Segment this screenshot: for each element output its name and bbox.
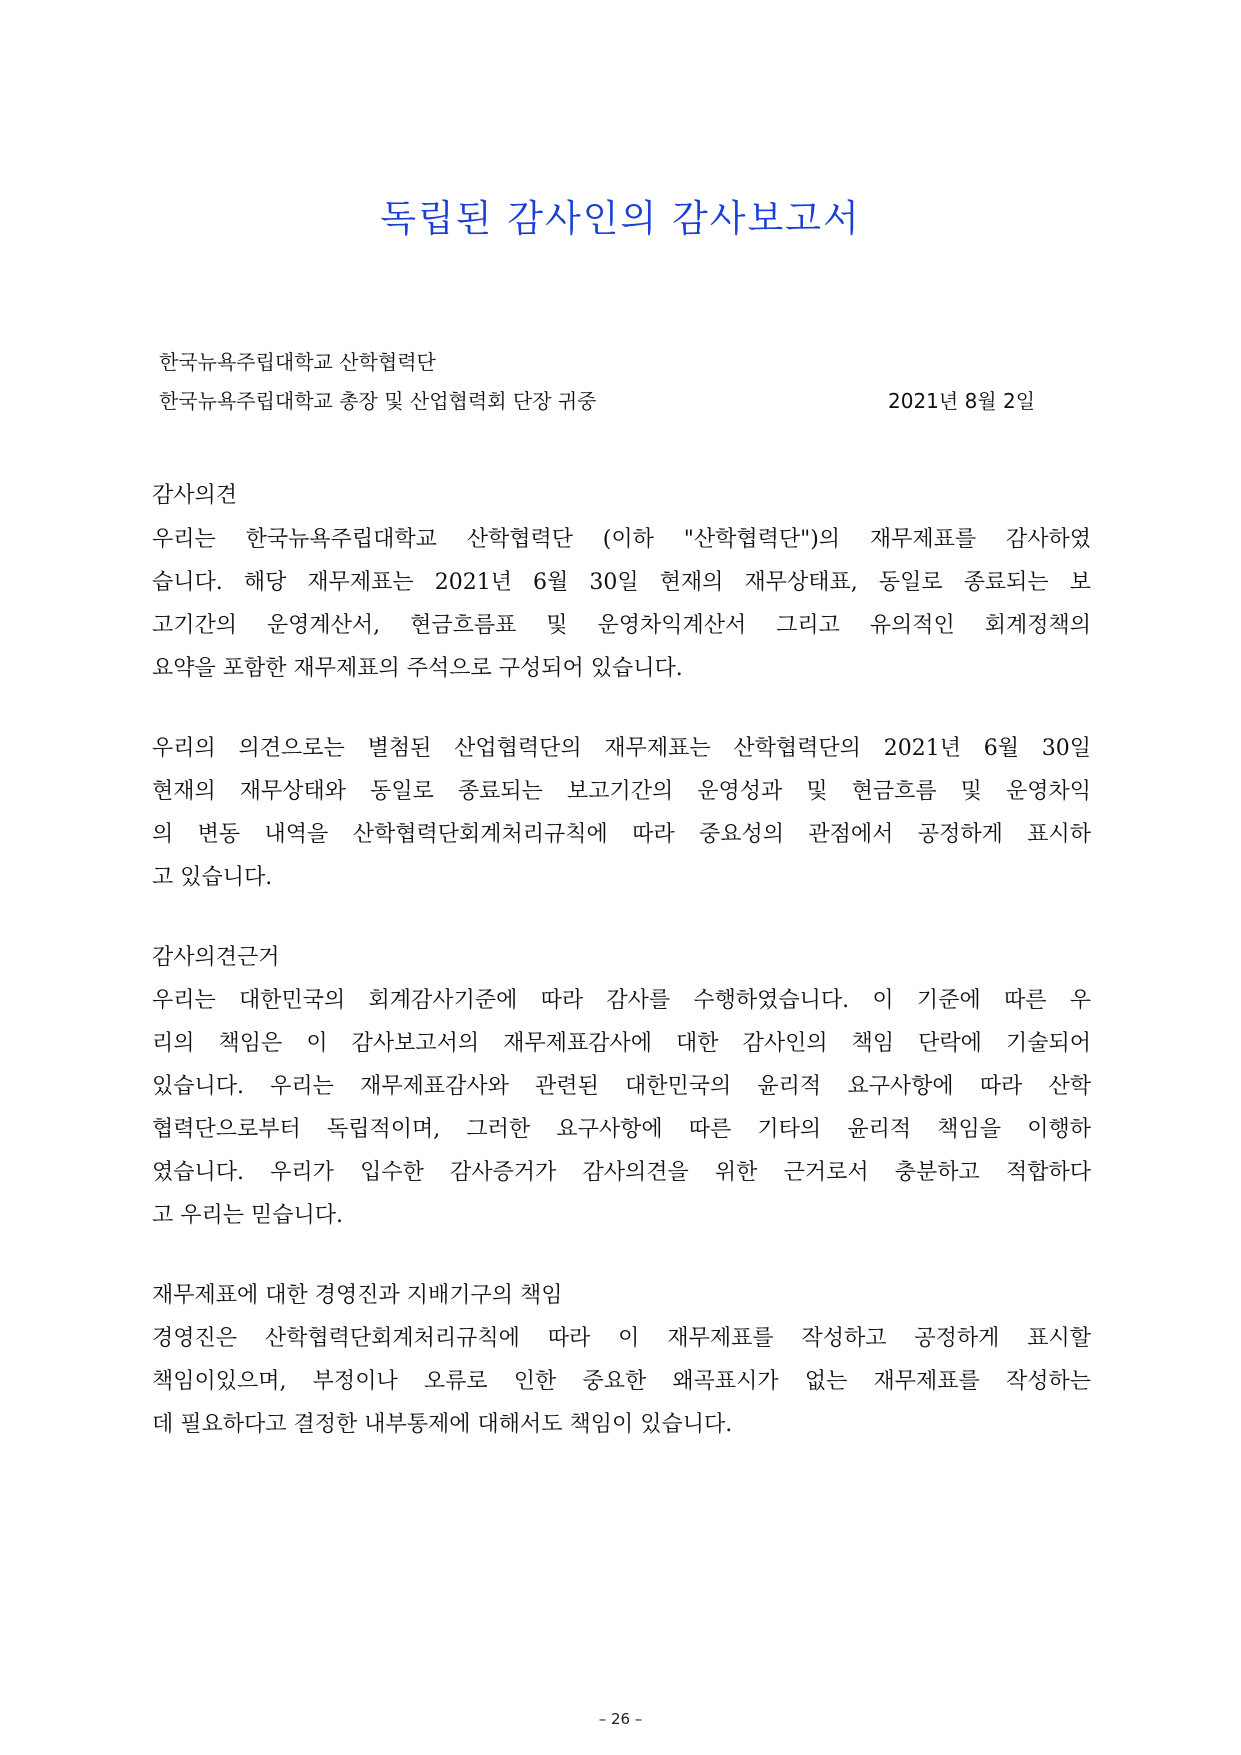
body-line: 우리는 대한민국의 회계감사기준에 따라 감사를 수행하였습니다. 이 기준에 따른 우: [152, 988, 1091, 1013]
report-date: 2021년 8월 2일: [888, 389, 1036, 413]
addressee-line-2: 한국뉴욕주립대학교 총장 및 산업협력회 단장 귀중: [159, 389, 597, 413]
section-heading-management-responsibility: 재무제표에 대한 경영진과 지배기구의 책임: [152, 1283, 563, 1308]
body-line: 우리의 의견으로는 별첨된 산업협력단의 재무제표는 산학협력단의 2021년 6월 30일: [152, 736, 1091, 761]
body-line: 고기간의 운영계산서, 현금흐름표 및 운영차익계산서 그리고 유의적인 회계정책의: [152, 613, 1091, 638]
page-number: – 26 –: [598, 1710, 643, 1728]
body-line: 리의 책임은 이 감사보고서의 재무제표감사에 대한 감사인의 책임 단락에 기술되어: [152, 1031, 1091, 1056]
body-line: 우리는 한국뉴욕주립대학교 산학협력단 (이하 "산학협력단")의 재무제표를 감사하였: [152, 527, 1091, 552]
body-line: 데 필요하다고 결정한 내부통제에 대해서도 책임이 있습니다.: [152, 1412, 733, 1437]
body-line: 고 있습니다.: [152, 865, 273, 890]
report-title: 독립된 감사인의 감사보고서: [380, 197, 861, 240]
body-line: 책임이있으며, 부정이나 오류로 인한 중요한 왜곡표시가 없는 재무제표를 작성하는: [152, 1369, 1091, 1394]
body-line: 경영진은 산학협력단회계처리규칙에 따라 이 재무제표를 작성하고 공정하게 표시할: [152, 1326, 1091, 1351]
body-line: 요약을 포함한 재무제표의 주석으로 구성되어 있습니다.: [152, 656, 683, 681]
body-line: 있습니다. 우리는 재무제표감사와 관련된 대한민국의 윤리적 요구사항에 따라 산학: [152, 1074, 1091, 1099]
body-line: 습니다. 해당 재무제표는 2021년 6월 30일 현재의 재무상태표, 동일로 종료되는 보: [152, 570, 1091, 595]
body-line: 였습니다. 우리가 입수한 감사증거가 감사의견을 위한 근거로서 충분하고 적합하다: [152, 1160, 1091, 1185]
addressee-line-1: 한국뉴욕주립대학교 산학협력단: [159, 350, 436, 374]
body-line: 의 변동 내역을 산학협력단회계처리규칙에 따라 중요성의 관점에서 공정하게 표시하: [152, 822, 1091, 847]
body-line: 협력단으로부터 독립적이며, 그러한 요구사항에 따른 기타의 윤리적 책임을 이행하: [152, 1117, 1091, 1142]
section-heading-audit-opinion: 감사의견: [152, 483, 238, 508]
body-line: 고 우리는 믿습니다.: [152, 1203, 343, 1228]
body-line: 현재의 재무상태와 동일로 종료되는 보고기간의 운영성과 및 현금흐름 및 운영차익: [152, 779, 1091, 804]
section-heading-basis-for-opinion: 감사의견근거: [152, 945, 280, 970]
